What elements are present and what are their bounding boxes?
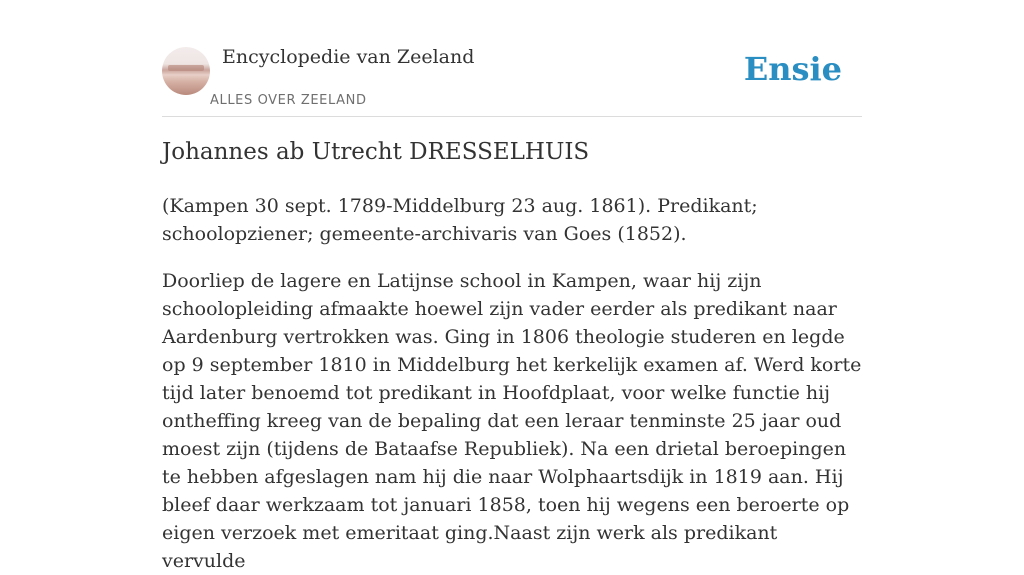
article-paragraph-2: Doorliep de lagere en Latijnse school in Kampen, waar hij zijn schoolopleiding afmaakte hoewel zijn vader eerder als predikant naar Aardenburg vertrokken was. Ging in 1806 theologie studeren en legde op 9 september 1810 in Middelburg het kerkelijk examen af. Werd korte tijd later benoemd tot predikant in Hoofdplaat, voor welke functie hij ontheffing kreeg van de bepaling dat een leraar tenminste 25 jaar oud moest zijn (tijdens de Bataafse Republiek). Na een drietal beroepingen te hebben afgeslagen nam hij die naar Wolphaartsdijk in 1819 aan. Hij bleef daar werkzaam tot januari 1858, toen hij wegens een beroerte op eigen verzoek met emeritaat ging.Naast zijn werk als predikant vervulde: [162, 270, 862, 572]
site-header: [162, 44, 862, 117]
ensie-brand-link[interactable]: Ensie: [743, 50, 842, 88]
site-logo-avatar[interactable]: [162, 47, 210, 95]
article-paragraph-1: (Kampen 30 sept. 1789-Middelburg 23 aug. 1861). Predikant; schoolopziener; gemeente-archivaris van Goes (1852).: [162, 195, 758, 245]
site-title-link[interactable]: Encyclopedie van Zeeland: [222, 46, 475, 68]
site-tagline: ALLES OVER ZEELAND: [210, 93, 367, 108]
article-title: Johannes ab Utrecht DRESSELHUIS: [162, 139, 590, 165]
